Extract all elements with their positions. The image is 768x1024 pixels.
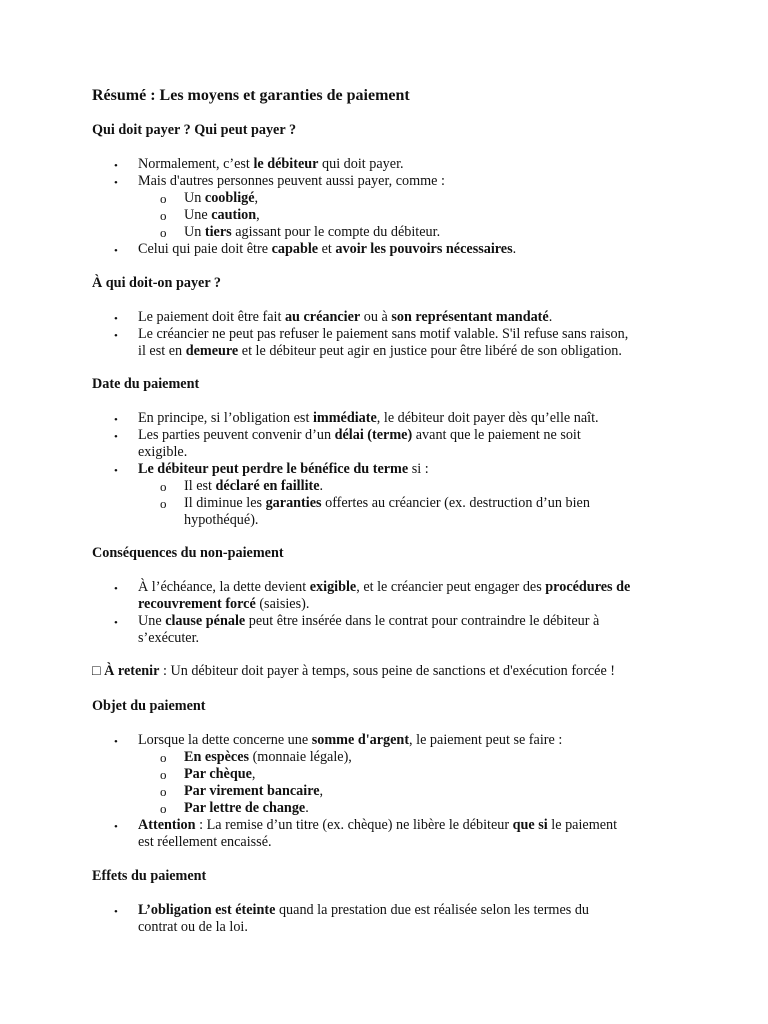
bullet-circle-icon: o: [160, 801, 167, 816]
bullet-dot-icon: •: [114, 583, 118, 595]
sub-list-item-line: [184, 749, 352, 766]
sub-list-item-line: [184, 783, 323, 800]
bullet-circle-icon: o: [160, 784, 167, 799]
bold-text-run: capable: [271, 241, 319, 257]
bold-text-run: En espèces: [184, 749, 250, 765]
bullet-circle-icon: o: [160, 208, 167, 223]
bullet-circle-icon: o: [160, 191, 167, 206]
text-run: .: [512, 241, 517, 257]
text-run: Une: [138, 613, 166, 629]
list-item-line: [138, 902, 589, 919]
text-run: et: [318, 241, 336, 257]
list-item-line: [138, 326, 628, 343]
bold-text-run: Attention: [138, 817, 196, 833]
text-run: peut être insérée dans le contrat pour contraindre le débiteur à: [245, 613, 600, 629]
list-item-line: [138, 241, 516, 258]
text-run: Celui qui paie doit être: [138, 241, 272, 257]
list-item-line: [138, 309, 552, 326]
bullet-dot-icon: •: [114, 177, 118, 189]
list-item-line: [138, 596, 309, 613]
text-run: agissant pour le compte du débiteur.: [231, 224, 441, 240]
list-item-line: [138, 630, 199, 647]
bullet-circle-icon: o: [160, 767, 167, 782]
text-run: si :: [408, 461, 429, 477]
text-run: offertes au créancier (ex. destruction d’un bien: [321, 495, 590, 511]
bold-text-run: déclaré en faillite: [215, 478, 320, 494]
bold-text-run: délai (terme): [334, 427, 413, 443]
list-item-line: [138, 444, 187, 461]
text-run: hypothéqué).: [184, 512, 259, 528]
list-item-line: [138, 613, 599, 630]
text-run: ,: [251, 766, 256, 782]
text-run: il est en: [138, 343, 186, 359]
text-run: Une: [184, 207, 212, 223]
text-run: et le débiteur peut agir en justice pour être libéré de son obligation.: [238, 343, 622, 359]
text-run: (saisies).: [255, 596, 310, 612]
bold-text-run: tiers: [204, 224, 232, 240]
bullet-circle-icon: o: [160, 225, 167, 240]
text-run: ou à: [360, 309, 392, 325]
text-run: exigible.: [138, 444, 188, 460]
text-run: .: [319, 478, 324, 494]
bold-text-run: le débiteur: [253, 156, 319, 172]
text-run: : Un débiteur doit payer à temps, sous peine de sanctions et d'exécution forcée !: [159, 663, 616, 679]
bold-text-run: Par lettre de change: [184, 800, 306, 816]
text-run: ,: [256, 207, 260, 223]
list-item-line: [138, 834, 272, 851]
text-run: Le paiement doit être fait: [138, 309, 285, 325]
text-run: est réellement encaissé.: [138, 834, 272, 850]
section-heading: À qui doit-on payer ?: [92, 275, 222, 291]
sub-list-item-line: [184, 207, 260, 224]
bullet-dot-icon: •: [114, 906, 118, 918]
text-run: : La remise d’un titre (ex. chèque) ne libère le débiteur: [195, 817, 513, 833]
section-heading: Conséquences du non-paiement: [92, 545, 284, 561]
bold-text-run: demeure: [185, 343, 239, 359]
text-run: .: [305, 800, 309, 816]
bold-text-run: somme d'argent: [311, 732, 410, 748]
list-item-line: [138, 919, 248, 936]
text-run: ,: [254, 190, 259, 206]
sub-list-item-line: [184, 478, 323, 495]
sub-list-item-line: [184, 495, 590, 512]
bullet-dot-icon: •: [114, 465, 118, 477]
bold-text-run: exigible: [309, 579, 357, 595]
bold-text-run: que si: [512, 817, 548, 833]
sub-list-item-line: [184, 800, 309, 817]
text-run: .: [548, 309, 553, 325]
text-run: Il diminue les: [184, 495, 266, 511]
text-run: Mais d'autres personnes peuvent aussi payer, comme :: [138, 173, 445, 189]
section-heading: Objet du paiement: [92, 698, 206, 714]
text-run: À l’échéance, la dette devient: [138, 579, 310, 595]
sub-list-item-line: [184, 512, 258, 529]
text-run: Il est: [184, 478, 216, 494]
sub-list-item-line: [184, 766, 255, 783]
text-run: Normalement, c’est: [138, 156, 254, 172]
section-heading: Date du paiement: [92, 376, 200, 392]
list-item-line: [138, 343, 622, 360]
bold-text-run: procédures de: [545, 579, 631, 595]
text-run: □: [92, 663, 105, 679]
bullet-circle-icon: o: [160, 496, 167, 511]
bold-text-run: son représentant mandaté: [391, 309, 549, 325]
text-run: ,: [319, 783, 324, 799]
bold-text-run: Par virement bancaire: [184, 783, 320, 799]
list-item-line: [138, 461, 429, 478]
text-run: qui doit payer.: [318, 156, 404, 172]
sub-list-item-line: [184, 224, 440, 241]
bold-text-run: Le débiteur peut perdre le bénéfice du terme: [138, 461, 409, 477]
bold-text-run: garanties: [265, 495, 322, 511]
section-heading: Effets du paiement: [92, 868, 207, 884]
bold-text-run: avoir les pouvoirs nécessaires: [335, 241, 513, 257]
text-run: contrat ou de la loi.: [138, 919, 248, 935]
text-run: avant que le paiement ne soit: [412, 427, 581, 443]
text-run: Le créancier ne peut pas refuser le paiement sans motif valable. S'il refuse sans raison,: [138, 326, 629, 342]
section-heading: Qui doit payer ? Qui peut payer ?: [92, 122, 297, 138]
bold-text-run: clause pénale: [165, 613, 246, 629]
text-run: s’exécuter.: [138, 630, 200, 646]
list-item-line: [138, 817, 617, 834]
bullet-dot-icon: •: [114, 821, 118, 833]
bullet-circle-icon: o: [160, 750, 167, 765]
bold-text-run: recouvrement forcé: [138, 596, 256, 612]
bullet-dot-icon: •: [114, 245, 118, 257]
list-item-line: [138, 156, 404, 173]
list-item-line: [138, 173, 445, 190]
text-run: En principe, si l’obligation est: [138, 410, 313, 426]
sub-list-item-line: [184, 190, 258, 207]
bold-text-run: au créancier: [284, 309, 361, 325]
text-run: Les parties peuvent convenir d’un: [138, 427, 335, 443]
text-run: , le paiement peut se faire :: [409, 732, 563, 748]
list-item-line: [138, 732, 562, 749]
bullet-dot-icon: •: [114, 414, 118, 426]
bold-text-run: immédiate: [312, 410, 377, 426]
bullet-circle-icon: o: [160, 479, 167, 494]
list-item-line: [138, 410, 599, 427]
bold-text-run: coobligé: [204, 190, 255, 206]
bold-text-run: Par chèque: [184, 766, 252, 782]
bullet-dot-icon: •: [114, 736, 118, 748]
text-run: Lorsque la dette concerne une: [138, 732, 312, 748]
bold-text-run: caution: [211, 207, 257, 223]
document-title: Résumé : Les moyens et garanties de paiement: [92, 87, 410, 104]
list-item-line: [138, 427, 581, 444]
text-run: le paiement: [547, 817, 618, 833]
bullet-dot-icon: •: [114, 431, 118, 443]
retain-note: [92, 663, 615, 680]
bullet-dot-icon: •: [114, 160, 118, 172]
text-run: , et le créancier peut engager des: [356, 579, 546, 595]
bullet-dot-icon: •: [114, 617, 118, 629]
list-item-line: [138, 579, 630, 596]
bold-text-run: L’obligation est éteinte: [138, 902, 276, 918]
text-run: Un: [184, 224, 205, 240]
bullet-dot-icon: •: [114, 313, 118, 325]
text-run: (monnaie légale),: [249, 749, 352, 765]
bullet-dot-icon: •: [114, 330, 118, 342]
bold-text-run: À retenir: [104, 663, 160, 679]
text-run: quand la prestation due est réalisée selon les termes du: [275, 902, 590, 918]
text-run: , le débiteur doit payer dès qu’elle naît.: [376, 410, 599, 426]
text-run: Un: [184, 190, 205, 206]
